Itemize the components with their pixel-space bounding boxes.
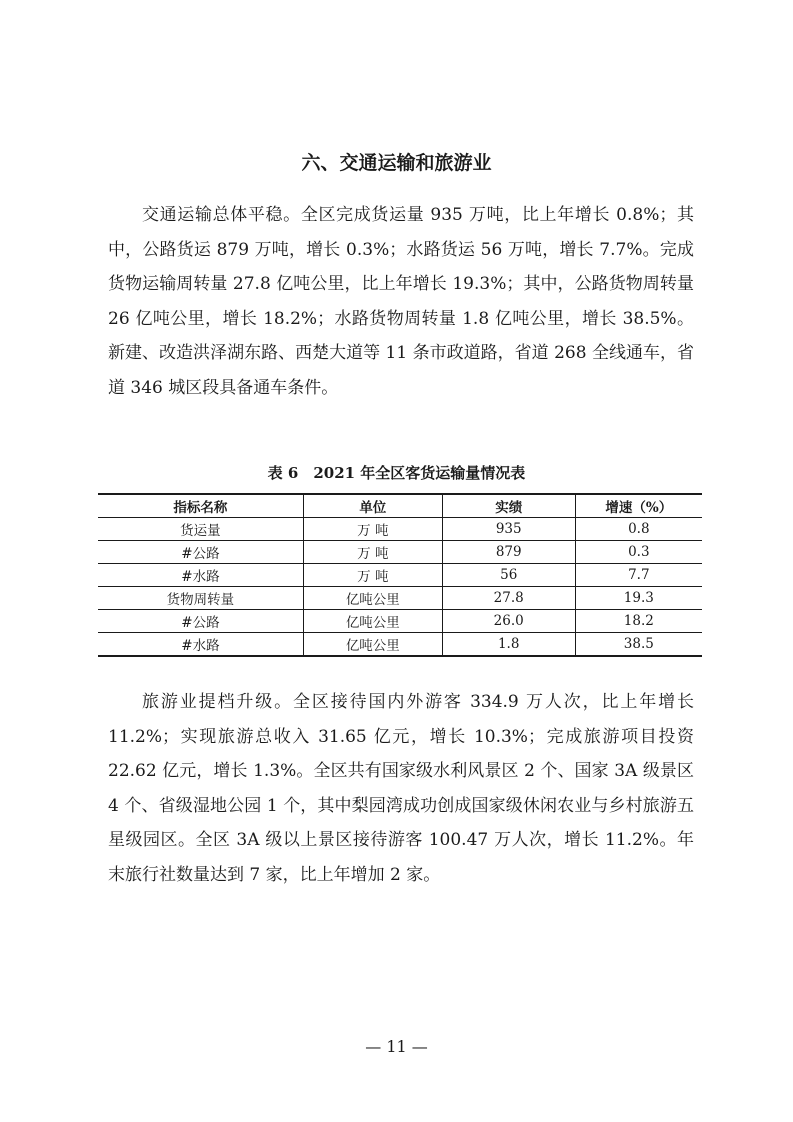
tourism-paragraph — [108, 685, 694, 892]
tourism-lead: 旅游业提档升级。 — [142, 692, 293, 712]
table-row — [98, 541, 702, 564]
table-cell: #水路 — [98, 633, 303, 657]
transport-lead: 交通运输总体平稳。 — [142, 205, 301, 225]
table-cell: 货物周转量 — [98, 587, 303, 610]
freight-table — [98, 493, 702, 657]
table-cell: 亿吨公里 — [303, 610, 442, 633]
table-caption: 表 6 2021 年全区客货运输量情况表 — [267, 464, 526, 482]
table-header-cell: 指标名称 — [98, 494, 303, 518]
table-header-cell: 增速（%） — [575, 494, 702, 518]
table-cell: #公路 — [98, 610, 303, 633]
table-cell: 1.8 — [442, 633, 575, 657]
table-cell: 18.2 — [575, 610, 702, 633]
table-cell: 万 吨 — [303, 541, 442, 564]
table-cell: #公路 — [98, 541, 303, 564]
table-header-row — [98, 494, 702, 518]
table-header-cell: 实绩 — [442, 494, 575, 518]
table-cell: 货运量 — [98, 518, 303, 541]
transport-body: 全区完成货运量 935 万吨，比上年增长 0.8%；其中，公路货运 879 万吨，增长 0.3%；水路货运 56 万吨，增长 7.7%。完成货物运输周转量 27.8 亿吨公里，比上年增长 19.3%；其中，公路货物周转量 26 亿吨公里，增长 18.2%；水路货物周转量 1.8 亿吨公里，增长 38.5%。新建、改造洪泽湖东路、西楚大道等 11 条市政道路，省道 268 全线通车，省道 346 城区段具备通车条件。 — [108, 205, 695, 398]
table-cell: 935 — [442, 518, 575, 541]
table-cell: 19.3 — [575, 587, 702, 610]
table-cell: 26.0 — [442, 610, 575, 633]
page-number: — 11 — — [365, 1037, 428, 1056]
table-cell: 0.8 — [575, 518, 702, 541]
table-row — [98, 587, 702, 610]
table-cell: 万 吨 — [303, 564, 442, 587]
tourism-body: 全区接待国内外游客 334.9 万人次，比上年增长 11.2%；实现旅游总收入 31.65 亿元，增长 10.3%；完成旅游项目投资 22.62 亿元，增长 1.3%。全区共有国家级水利风景区 2 个、国家 3A 级景区 4 个、省级湿地公园 1 个，其中梨园湾成功创成国家级休闲农业与乡村旅游五星级园区。全区 3A 级以上景区接待游客 100.47 万人次，增长 11.2%。年末旅行社数量达到 7 家，比上年增加 2 家。 — [108, 692, 694, 885]
table-cell: 万 吨 — [303, 518, 442, 541]
table-cell: 38.5 — [575, 633, 702, 657]
table-cell: 7.7 — [575, 564, 702, 587]
table-cell: 亿吨公里 — [303, 633, 442, 657]
table-cell: 879 — [442, 541, 575, 564]
table-cell: #水路 — [98, 564, 303, 587]
table-header-cell: 单位 — [303, 494, 442, 518]
table-cell: 56 — [442, 564, 575, 587]
table-row — [98, 633, 702, 657]
table-row — [98, 564, 702, 587]
section-title: 六、交通运输和旅游业 — [301, 152, 492, 174]
table-row — [98, 610, 702, 633]
transport-paragraph — [108, 198, 694, 405]
table-cell: 亿吨公里 — [303, 587, 442, 610]
table-cell: 27.8 — [442, 587, 575, 610]
table-cell: 0.3 — [575, 541, 702, 564]
table-row — [98, 518, 702, 541]
